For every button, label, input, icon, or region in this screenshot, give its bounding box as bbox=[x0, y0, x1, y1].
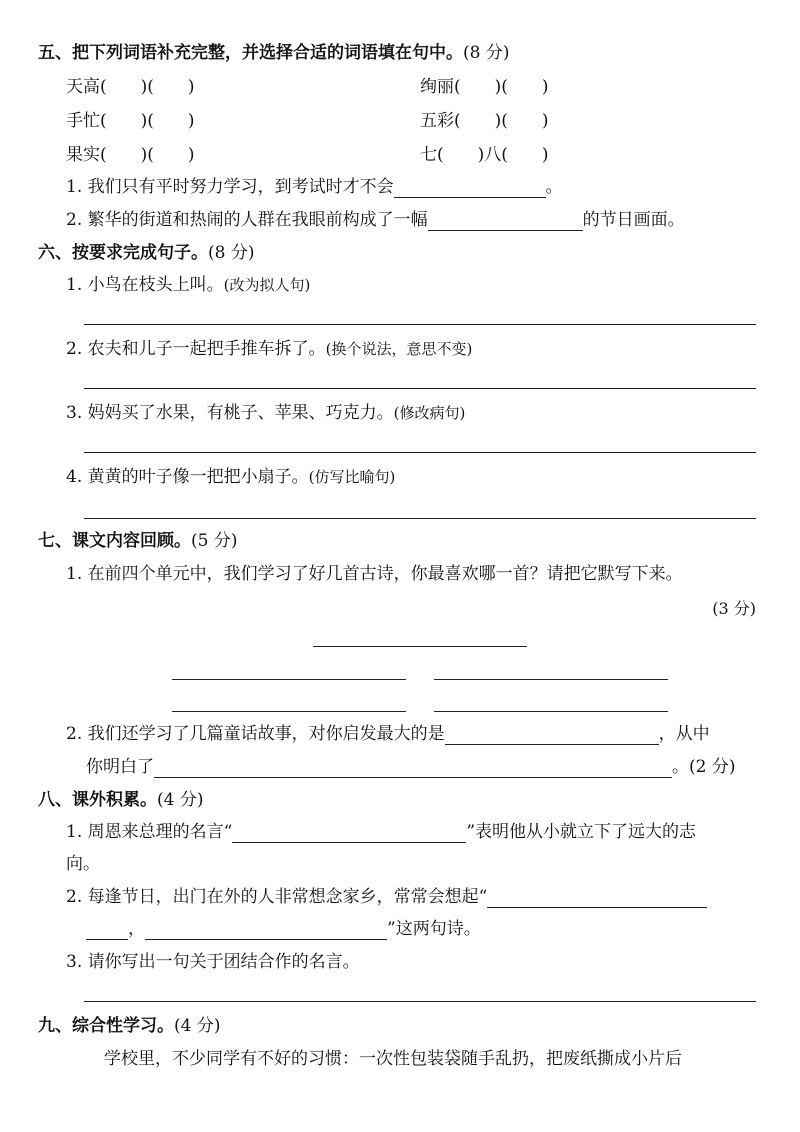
s8-q2-blank-1[interactable] bbox=[487, 889, 707, 908]
poem-line-3[interactable] bbox=[172, 711, 406, 712]
s8-q2-blank-3[interactable] bbox=[145, 921, 387, 940]
section-6-heading: 六、按要求完成句子。(8 分) bbox=[38, 243, 255, 263]
section-9-heading: 九、综合性学习。(4 分) bbox=[38, 1016, 221, 1036]
s6-q2-note: (换个说法，意思不变) bbox=[325, 340, 473, 358]
s6-q1-note: (改为拟人句) bbox=[223, 276, 311, 294]
section-8-heading: 八、课外积累。(4 分) bbox=[38, 790, 204, 810]
s6-q2-answer-line[interactable] bbox=[84, 388, 756, 389]
s7-q2-blank-1[interactable] bbox=[445, 726, 659, 745]
poem-line-1[interactable] bbox=[172, 679, 406, 680]
word-item-4: 五彩( )( ) bbox=[420, 111, 549, 131]
section-7-points: (5 分) bbox=[191, 531, 238, 551]
section-6-points: (8 分) bbox=[208, 243, 255, 263]
s6-question-1: 1. 小鸟在枝头上叫。(改为拟人句) bbox=[66, 275, 311, 295]
poem-line-2[interactable] bbox=[434, 679, 668, 680]
section-9-points: (4 分) bbox=[174, 1016, 221, 1036]
s6-q1-answer-line[interactable] bbox=[84, 324, 756, 325]
poem-line-4[interactable] bbox=[434, 711, 668, 712]
s6-question-2: 2. 农夫和儿子一起把手推车拆了。(换个说法，意思不变) bbox=[66, 339, 473, 359]
s8-question-1: 1. 周恩来总理的名言“ ”表明他从小就立下了远大的志 bbox=[66, 822, 697, 842]
s8-q3-answer-line[interactable] bbox=[84, 1001, 756, 1002]
s8-q2-blank-2[interactable] bbox=[86, 921, 128, 940]
s6-question-3: 3. 妈妈买了水果，有桃子、苹果、巧克力。(修改病句) bbox=[66, 403, 466, 423]
s5-q2-blank[interactable] bbox=[428, 212, 583, 231]
s6-q4-answer-line[interactable] bbox=[84, 518, 756, 519]
s6-q4-note: (仿写比喻句) bbox=[308, 468, 396, 486]
s5-q1-blank[interactable] bbox=[394, 179, 546, 198]
word-item-1: 天高( )( ) bbox=[66, 77, 195, 97]
s8-question-1-line-2: 向。 bbox=[66, 854, 100, 874]
s7-q1-points: (3 分) bbox=[712, 599, 756, 618]
s8-question-2: 2. 每逢节日，出门在外的人非常想念家乡，常常会想起“ bbox=[66, 886, 707, 908]
section-7-heading: 七、课文内容回顾。(5 分) bbox=[38, 531, 238, 551]
poem-title-line[interactable] bbox=[313, 646, 527, 647]
s6-question-4: 4. 黄黄的叶子像一把把小扇子。(仿写比喻句) bbox=[66, 467, 396, 487]
s7-question-2-line-2: 你明白了 。(2 分) bbox=[86, 757, 736, 777]
section-5-points: (8 分) bbox=[463, 43, 510, 63]
s8-question-3: 3. 请你写出一句关于团结合作的名言。 bbox=[66, 952, 360, 972]
section-8-points: (4 分) bbox=[157, 790, 204, 810]
s5-question-1: 1. 我们只有平时努力学习，到考试时才不会 。 bbox=[66, 177, 563, 197]
s8-question-2-line-2: ， ”这两句诗。 bbox=[86, 918, 481, 940]
word-item-6: 七( )八( ) bbox=[420, 145, 549, 165]
s7-question-2: 2. 我们还学习了几篇童话故事，对你启发最大的是 ，从中 bbox=[66, 724, 710, 744]
word-item-2: 绚丽( )( ) bbox=[420, 77, 549, 97]
section-5-heading: 五、把下列词语补充完整，并选择合适的词语填在句中。(8 分) bbox=[38, 43, 510, 63]
s7-question-1: 1. 在前四个单元中，我们学习了好几首古诗，你最喜欢哪一首？请把它默写下来。 bbox=[66, 564, 683, 584]
s7-q2-blank-2[interactable] bbox=[154, 759, 672, 778]
word-item-3: 手忙( )( ) bbox=[66, 111, 195, 131]
s6-q3-answer-line[interactable] bbox=[84, 452, 756, 453]
word-item-5: 果实( )( ) bbox=[66, 145, 195, 165]
s9-paragraph: 学校里，不少同学有不好的习惯：一次性包装袋随手乱扔，把废纸撕成小片后 bbox=[104, 1049, 682, 1069]
s6-q3-note: (修改病句) bbox=[393, 404, 466, 422]
s5-question-2: 2. 繁华的街道和热闹的人群在我眼前构成了一幅 的节日画面。 bbox=[66, 210, 685, 230]
s8-q1-blank[interactable] bbox=[232, 824, 466, 843]
